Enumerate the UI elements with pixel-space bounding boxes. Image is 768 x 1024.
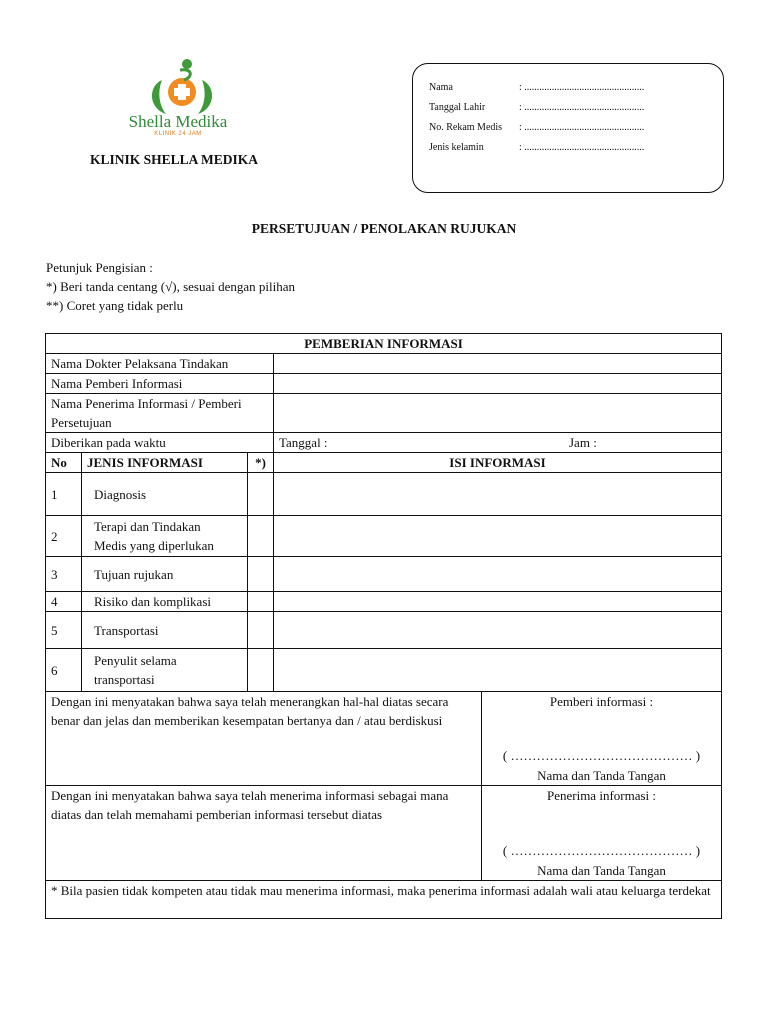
table-row (46, 612, 722, 649)
instruction-check: *) Beri tanda centang (√), sesuai dengan pilihan (46, 279, 295, 294)
item-type: Diagnosis (82, 473, 248, 516)
brand-name: Shella Medika (128, 112, 228, 131)
item-checkbox[interactable] (248, 592, 274, 612)
clinic-name: KLINIK SHELLA MEDIKA (90, 152, 259, 167)
item-no: 4 (46, 592, 82, 612)
col-mark-header: *) (248, 453, 274, 473)
receiver-signature-caption: Nama dan Tanda Tangan (537, 863, 666, 878)
informant-field[interactable] (274, 374, 722, 394)
item-checkbox[interactable] (248, 649, 274, 692)
item-content-field[interactable] (274, 592, 722, 612)
brand-tagline: KLINIK 24 JAM (154, 131, 202, 137)
giver-statement: Dengan ini menyatakan bahwa saya telah menerangkan hal-hal diatas secara benar dan jelas dan memberikan kesempatan bertanya dan / atau berdiskusi (46, 692, 482, 786)
giver-role: Pemberi informasi : (549, 694, 654, 709)
patient-id-box (412, 63, 724, 193)
giver-signature-box[interactable] (482, 692, 722, 786)
patient-name-field[interactable]: : ................................................ (519, 82, 645, 93)
item-no: 5 (46, 612, 82, 649)
instructions-heading: Petunjuk Pengisian : (46, 260, 153, 275)
recipient-label (46, 394, 274, 433)
birth-date-field[interactable]: : ................................................ (519, 102, 645, 113)
item-type (82, 649, 248, 692)
footnote: * Bila pasien tidak kompeten atau tidak mau menerima informasi, maka penerima informasi adalah wali atau keluarga terdekat (46, 881, 722, 919)
instructions (46, 258, 295, 315)
item-type: Risiko dan komplikasi (82, 592, 248, 612)
receiver-statement: Dengan ini menyatakan bahwa saya telah menerima informasi sebagai mana diatas dan telah memahami pemberian informasi tersebut diatas (46, 786, 482, 881)
receiver-role: Penerima informasi : (546, 788, 657, 803)
item-checkbox[interactable] (248, 516, 274, 557)
birth-date-label: Tanggal Lahir (429, 102, 486, 113)
item-content-field[interactable] (274, 649, 722, 692)
section-title: PEMBERIAN INFORMASI (46, 334, 722, 354)
date-time-field[interactable] (274, 433, 722, 453)
col-type-header: JENIS INFORMASI (82, 453, 248, 473)
gender-row (429, 142, 644, 153)
item-checkbox[interactable] (248, 557, 274, 592)
recipient-field[interactable] (274, 394, 722, 433)
item-type-line1: Penyulit selama (94, 653, 177, 668)
gender-label: Jenis kelamin (429, 142, 484, 153)
receiver-signature-line: ( …………………………………… ) (502, 843, 701, 858)
col-no-header: No (46, 453, 82, 473)
item-type-line1: Terapi dan Tindakan (94, 519, 201, 534)
medical-record-row (429, 122, 644, 133)
table-row (46, 516, 722, 557)
item-type (82, 516, 248, 557)
medical-record-field[interactable]: : ................................................ (519, 122, 645, 133)
item-content-field[interactable] (274, 557, 722, 592)
table-row (46, 649, 722, 692)
item-no: 1 (46, 473, 82, 516)
item-no: 3 (46, 557, 82, 592)
patient-name-label: Nama (429, 82, 453, 93)
item-content-field[interactable] (274, 473, 722, 516)
item-checkbox[interactable] (248, 473, 274, 516)
table-row (46, 473, 722, 516)
doctor-field[interactable] (274, 354, 722, 374)
gender-field[interactable]: : ................................................ (519, 142, 645, 153)
table-row (46, 592, 722, 612)
doctor-label: Nama Dokter Pelaksana Tindakan (46, 354, 274, 374)
item-checkbox[interactable] (248, 612, 274, 649)
col-content-header: ISI INFORMASI (274, 453, 722, 473)
birth-date-row (429, 102, 644, 113)
item-content-field[interactable] (274, 516, 722, 557)
item-type: Transportasi (82, 612, 248, 649)
item-type-line2: Medis yang diperlukan (94, 538, 214, 553)
item-no: 6 (46, 649, 82, 692)
instruction-strike: **) Coret yang tidak perlu (46, 298, 184, 313)
receiver-signature-box[interactable] (482, 786, 722, 881)
giver-signature-line: ( …………………………………… ) (502, 748, 701, 763)
patient-name-row (429, 82, 644, 93)
item-no: 2 (46, 516, 82, 557)
recipient-label-line1: Nama Penerima Informasi / Pemberi (51, 396, 242, 411)
given-at-label: Diberikan pada waktu (46, 433, 274, 453)
information-form (45, 333, 722, 919)
item-content-field[interactable] (274, 612, 722, 649)
medical-record-label: No. Rekam Medis (429, 122, 503, 133)
date-label: Tanggal : (279, 435, 328, 450)
item-type-line2: transportasi (94, 672, 155, 687)
document-title: PERSETUJUAN / PENOLAKAN RUJUKAN (251, 221, 517, 236)
informant-label: Nama Pemberi Informasi (46, 374, 274, 394)
recipient-label-line2: Persetujuan (51, 415, 112, 430)
item-type: Tujuan rujukan (82, 557, 248, 592)
table-row (46, 557, 722, 592)
giver-signature-caption: Nama dan Tanda Tangan (537, 768, 666, 783)
time-label: Jam : (569, 435, 597, 450)
